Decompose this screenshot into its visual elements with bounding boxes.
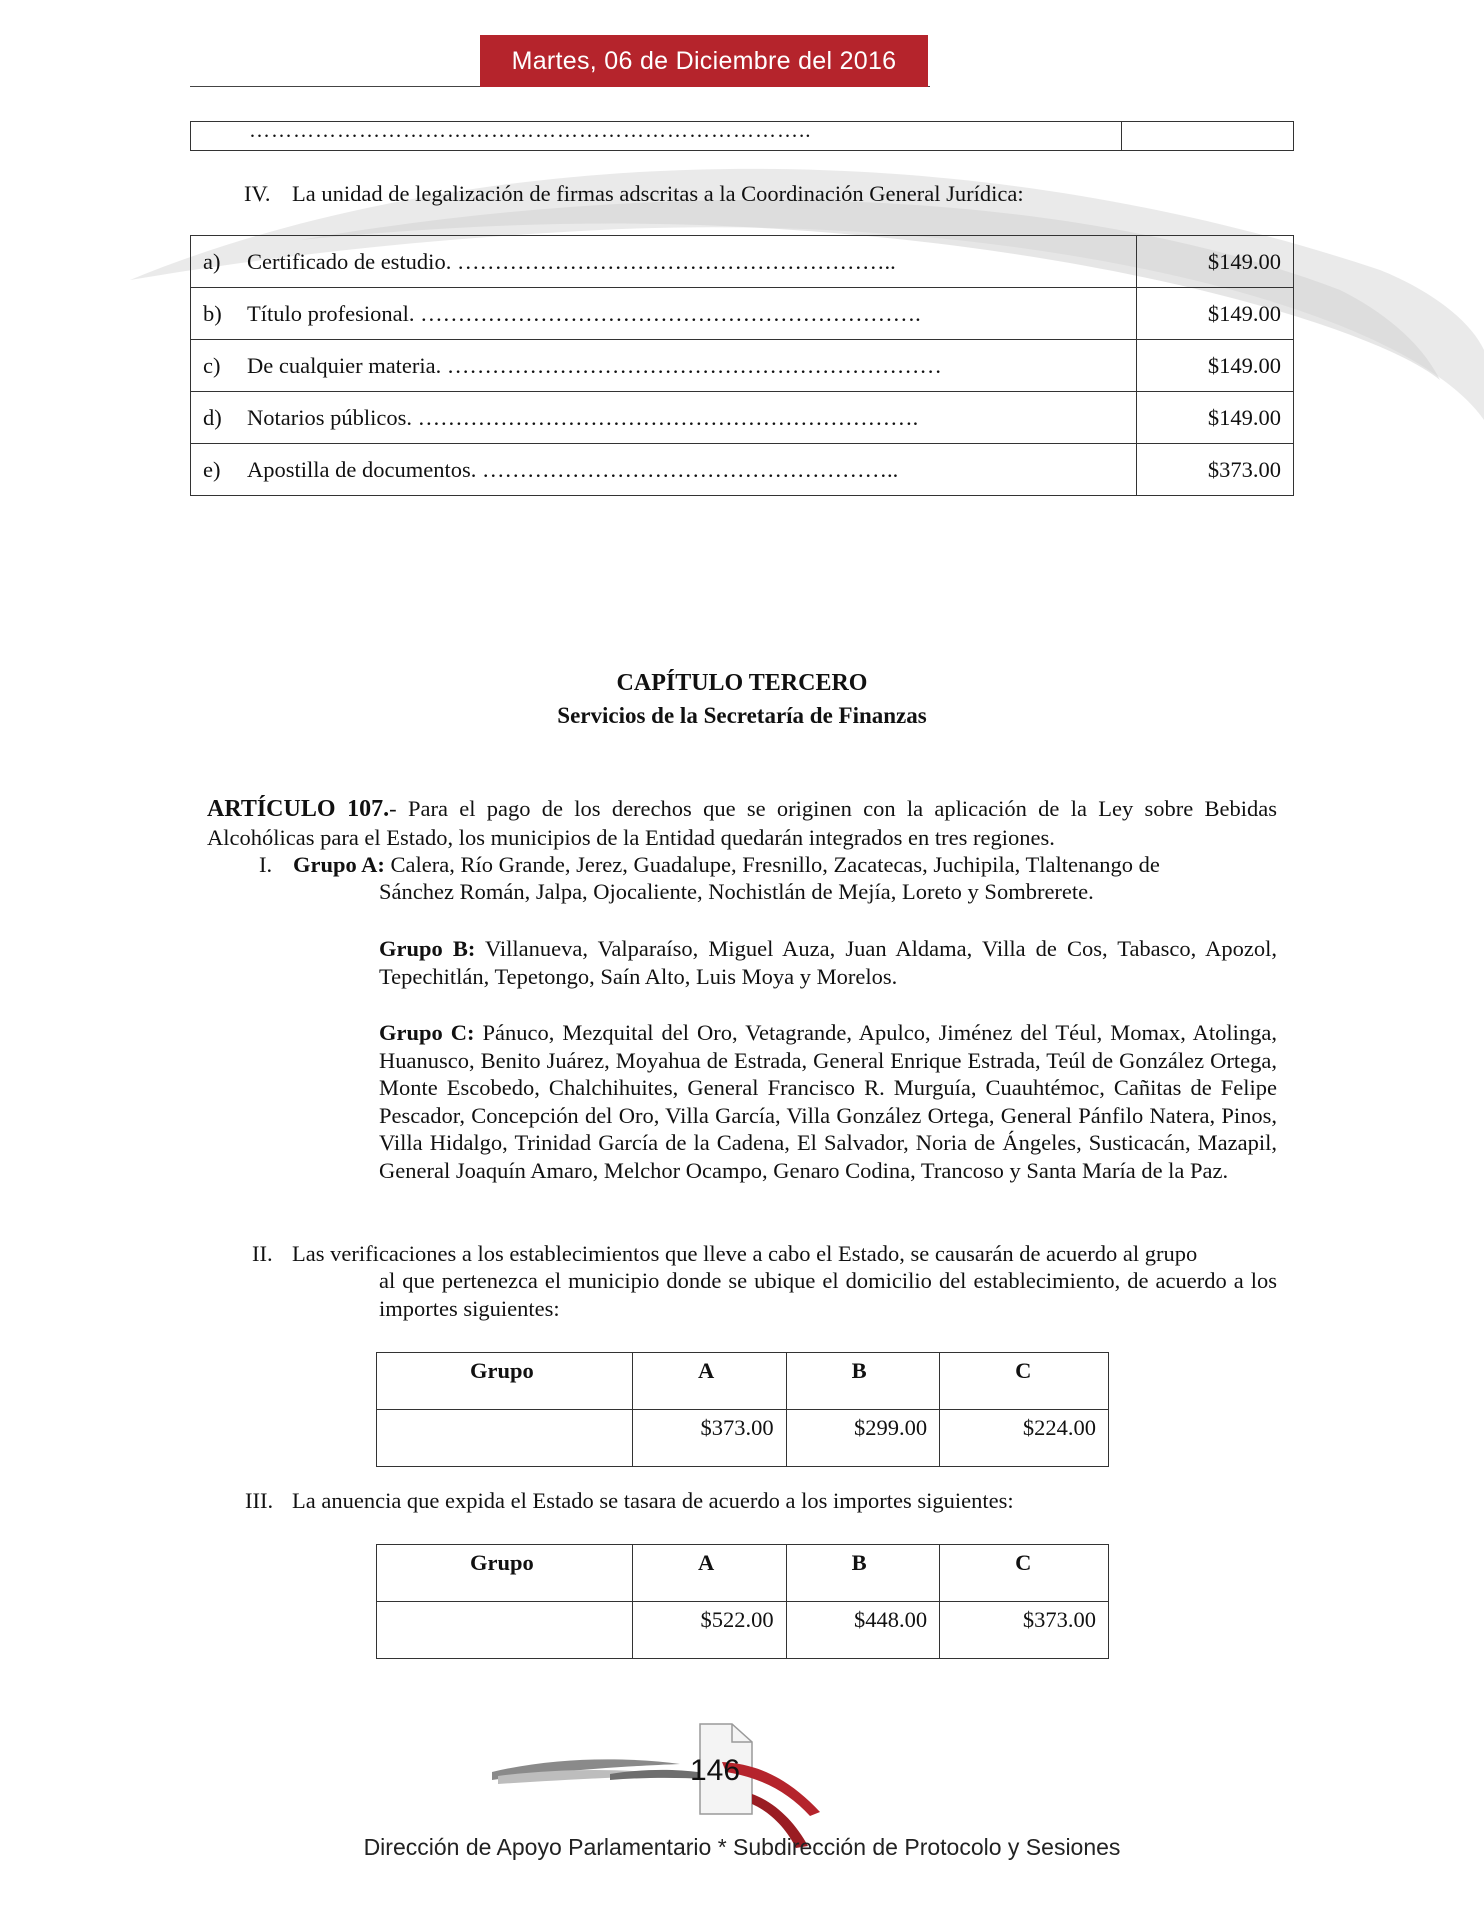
value-cell-b: $448.00 (786, 1602, 940, 1659)
group-b-paragraph (379, 935, 1277, 990)
item-i-number: I. (259, 852, 273, 877)
header-cell-a: A (632, 1545, 786, 1602)
table-row (191, 288, 1294, 340)
table-row (377, 1410, 1109, 1467)
row-letter: b) (203, 300, 222, 326)
chapter-subtitle: Servicios de la Secretaría de Finanzas (557, 703, 927, 728)
group-a-first-text: Calera, Río Grande, Jerez, Guadalupe, Fresnillo, Zacatecas, Juchipila, Tlaltenango de (384, 852, 1160, 877)
table-row (377, 1602, 1109, 1659)
group-a-continuation: Sánchez Román, Jalpa, Ojocaliente, Nochistlán de Mejía, Loreto y Sombrerete. (379, 879, 1094, 904)
value-cell-a: $373.00 (632, 1410, 786, 1467)
table-row (191, 392, 1294, 444)
page-number: 146 (690, 1754, 741, 1787)
verification-fees-table (376, 1352, 1109, 1467)
row-description: Apostilla de documentos. ……………………………………………….. (247, 456, 899, 482)
row-amount: $149.00 (1137, 236, 1294, 288)
group-a-label: Grupo A: (293, 852, 385, 877)
row-description: Certificado de estudio. ………………………………………………….. (247, 248, 896, 274)
table-row (191, 340, 1294, 392)
header-cell-grupo: Grupo (377, 1545, 633, 1602)
row-amount: $149.00 (1137, 288, 1294, 340)
item-ii-continuation: al que pertenezca el municipio donde se ubique el domicilio del establecimiento, de acuerdo a los importes siguientes: (379, 1268, 1277, 1321)
row-amount: $373.00 (1137, 444, 1294, 496)
row-description: Notarios públicos. …………………………………………………………. (247, 404, 919, 430)
header-cell-b: B (786, 1353, 940, 1410)
header-cell-grupo: Grupo (377, 1353, 633, 1410)
row-letter: d) (203, 404, 222, 430)
table-header-row (377, 1353, 1109, 1410)
group-c-label: Grupo C: (379, 1020, 475, 1045)
value-cell-c: $224.00 (940, 1410, 1109, 1467)
row-letter: a) (203, 248, 221, 274)
table-header-row (377, 1545, 1109, 1602)
row-description: Título profesional. …………………………………………………………. (247, 300, 921, 326)
fees-item-text: La unidad de legalización de firmas adscritas a la Coordinación General Jurídica: (292, 181, 1024, 206)
permit-fees-table (376, 1544, 1109, 1659)
row-letter: c) (203, 352, 221, 378)
group-b-label: Grupo B: (379, 936, 476, 961)
footer-page-logo (490, 1722, 830, 1852)
footer-text: Dirección de Apoyo Parlamentario * Subdirección de Protocolo y Sesiones (363, 1834, 1121, 1860)
table-row (191, 444, 1294, 496)
row-letter: e) (203, 456, 221, 482)
stub-table-row (190, 118, 1294, 151)
value-cell-c: $373.00 (940, 1602, 1109, 1659)
chapter-title: CAPÍTULO TERCERO (616, 670, 868, 696)
table-row (191, 236, 1294, 288)
value-cell-grupo (377, 1602, 633, 1659)
group-c-text: Pánuco, Mezquital del Oro, Vetagrande, Apulco, Jiménez del Téul, Momax, Atolinga, Huanusco, Benito Juárez, Moyahua de Estrada, General Enrique Estrada, Teúl de González Ortega, Monte Escobedo, Chalchihuites, General Francisco R. Murguía, Cuauhtémoc, Cañitas de Felipe Pescador, Concepción del Oro, Villa García, Villa González Ortega, General Pánfilo Natera, Pinos, Villa Hidalgo, Trinidad García de la Cadena, El Salvador, Noria de Ángeles, Susticacán, Mazapil, General Joaquín Amaro, Melchor Ocampo, Genaro Codina, Trancoso y Santa María de la Paz. (379, 1020, 1277, 1183)
value-cell-a: $522.00 (632, 1602, 786, 1659)
row-description: De cualquier materia. ………………………………………………………… (247, 352, 942, 378)
group-b-text: Villanueva, Valparaíso, Miguel Auza, Juan Aldama, Villa de Cos, Tabasco, Apozol, Tepechitlán, Tepetongo, Saín Alto, Luis Moya y Morelos. (379, 936, 1277, 989)
stub-divider (1121, 122, 1122, 150)
item-ii-first-line: Las verificaciones a los establecimientos que lleve a cabo el Estado, se causarán de acuerdo al grupo (292, 1241, 1198, 1266)
header-cell-c: C (940, 1353, 1109, 1410)
row-amount: $149.00 (1137, 340, 1294, 392)
header-cell-c: C (940, 1545, 1109, 1602)
item-ii-number: II. (252, 1241, 273, 1266)
stub-dots: ………………………………………………………………….. (249, 118, 812, 142)
article-intro (207, 795, 1277, 851)
fees-item-number: IV. (244, 181, 271, 206)
item-iii-number: III. (245, 1488, 274, 1513)
article-intro-text: - Para el pago de los derechos que se originen con la aplicación de la Ley sobre Bebidas Alcohólicas para el Estado, los municipios de la Entidad quedarán integrados en tres regiones. (207, 796, 1277, 850)
header-cell-b: B (786, 1545, 940, 1602)
header-cell-a: A (632, 1353, 786, 1410)
fees-table (190, 235, 1294, 496)
header-date-banner: Martes, 06 de Diciembre del 2016 (480, 35, 928, 87)
value-cell-b: $299.00 (786, 1410, 940, 1467)
article-label: ARTÍCULO 107. (207, 796, 390, 822)
group-c-paragraph (379, 1019, 1277, 1185)
item-iii-text: La anuencia que expida el Estado se tasara de acuerdo a los importes siguientes: (292, 1488, 1014, 1513)
value-cell-grupo (377, 1410, 633, 1467)
row-amount: $149.00 (1137, 392, 1294, 444)
